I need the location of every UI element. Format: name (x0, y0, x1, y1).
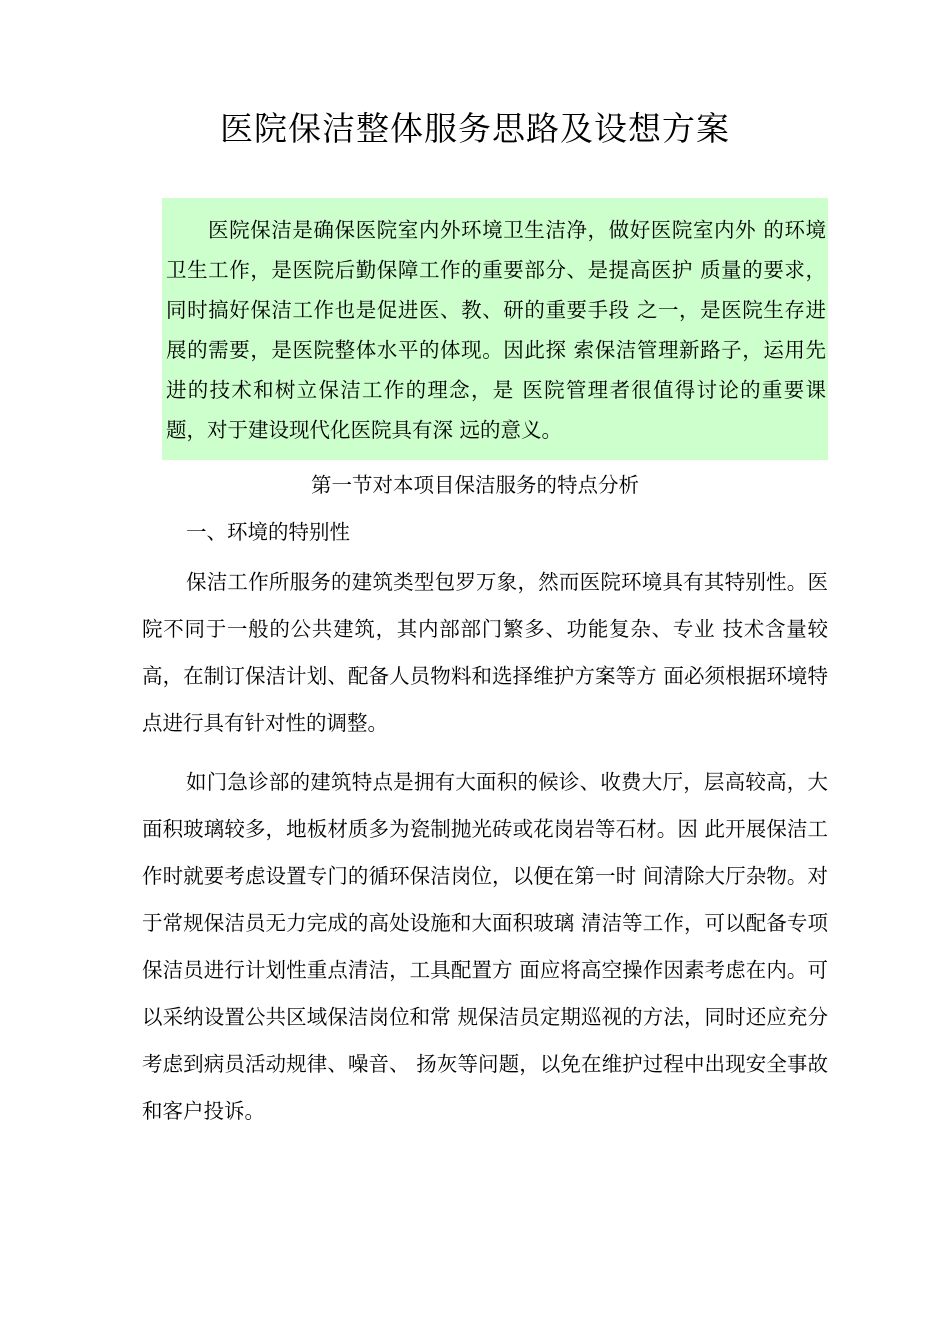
abstract-text: 医院保洁是确保医院室内外环境卫生洁净，做好医院室内外 的环境卫生工作，是医院后勤保障工作的重要部分、是提高医护 质量的要求，同时搞好保洁工作也是促进医、教、研的重要手段 之一，是医院生存进展的需要，是医院整体水平的体现。因此探 索保洁管理新路子，运用先进的技术和树立保洁工作的理念，是 医院管理者很值得讨论的重要课题，对于建设现代化医院具有深 远的意义。 (166, 218, 826, 442)
body-paragraph: 保洁工作所服务的建筑类型包罗万象，然而医院环境具有其特别性。医院不同于一般的公共建筑，其内部部门繁多、功能复杂、专业 技术含量较高，在制订保洁计划、配备人员物料和选择维护方案等方 面必须根据环境特点进行具有针对性的调整。 (142, 570, 828, 735)
body-paragraph: 如门急诊部的建筑特点是拥有大面积的候诊、收费大厅，层高较高，大面积玻璃较多，地板材质多为瓷制抛光砖或花岗岩等石材。因 此开展保洁工作时就要考虑设置专门的循环保洁岗位，以便在第一时 间清除大厅杂物。对于常规保洁员无力完成的高处设施和大面积玻璃 清洁等工作，可以配备专项保洁员进行计划性重点清洁，工具配置方 面应将高空操作因素考虑在内。可以采纳设置公共区域保洁岗位和常 规保洁员定期巡视的方法，同时还应充分考虑到病员活动规律、噪音、 扬灰等问题，以免在维护过程中出现安全事故和客户投诉。 (142, 770, 828, 1123)
abstract-box (162, 198, 828, 460)
sub-heading: 一、环境的特别性 (186, 520, 350, 544)
section-heading: 第一节对本项目保洁服务的特点分析 (311, 473, 639, 497)
document-title: 医院保洁整体服务思路及设想方案 (220, 109, 730, 148)
